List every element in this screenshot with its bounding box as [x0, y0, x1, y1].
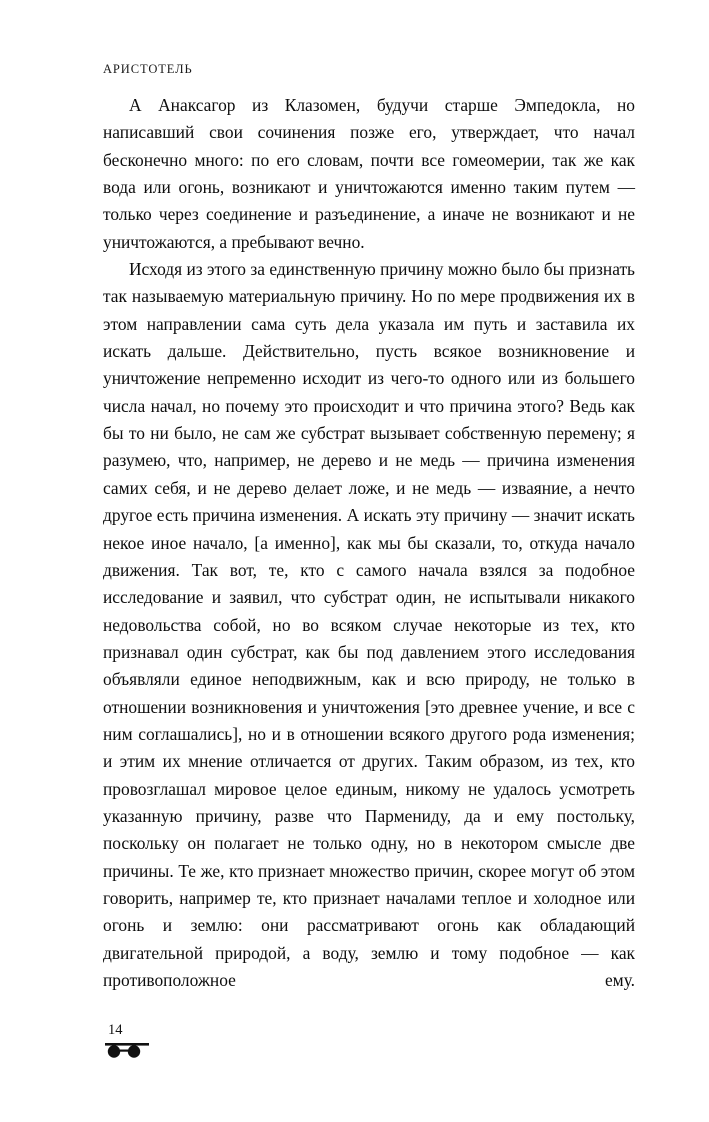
- running-head: АРИСТОТЕЛЬ: [103, 62, 193, 76]
- glasses-ornament-icon: [104, 1040, 150, 1060]
- paragraph-1: А Анаксагор из Клазомен, будучи старше Эмпедокла, но написавший свои сочинения позже его, утверждает, что начал бесконечно много: по его словам, почти все гомеомерии, так же как вода или огонь, возникают и уничтожаются именно таким путем — только через соединение и разъединение, а иначе не возникают и не уничтожаются, а пребывают вечно.: [103, 95, 635, 252]
- paragraph-2: Исходя из этого за единственную причину можно было бы признать так называемую материальную причину. Но по мере продвижения их в этом направлении сама суть дела указала им путь и заставила их искать дальше. Действительно, пусть всякое возникновение и уничтожение непременно исходит из чего-то одного или из большего числа начал, но почему это происходит и что причина этого? Ведь как бы то ни было, не сам же субстрат вызывает собственную перемену; я разумею, что, например, не дерево и не медь — причина изменения самих себя, и не дерево делает ложе, и не медь — изваяние, а нечто другое есть причина изменения. А искать эту причину — значит искать некое иное начало, [а именно], как мы бы сказали, то, откуда начало движения. Так вот, те, кто с самого начала взялся за подобное исследование и заявил, что субстрат один, не испытывали никакого недовольства собой, но во всяком случае некоторые из тех, кто признавал один субстрат, как бы под давлением этого исследования объявляли единое неподвижным, как и всю природу, не только в отношении возникновения и уничтожения [это древнее учение, и все с ним соглашались], но и в отношении всякого другого рода изменения; и этим их мнение отличается от других. Таким образом, из тех, кто провозглашал мировое целое единым, никому не удалось усмотреть указанную причину, разве что Пармениду, да и ему постольку, поскольку он полагает не только одну, но в некотором смысле две причины. Те же, кто признает множество причин, скорее могут об этом говорить, например те, кто признает началами теплое и холодное или огонь и землю: они рассматривают огонь как обладающий двигательной природой, а воду, землю и тому подобное — как противоположное ему.: [103, 259, 635, 990]
- page-number: 14: [108, 1022, 123, 1038]
- body-text: [103, 92, 635, 994]
